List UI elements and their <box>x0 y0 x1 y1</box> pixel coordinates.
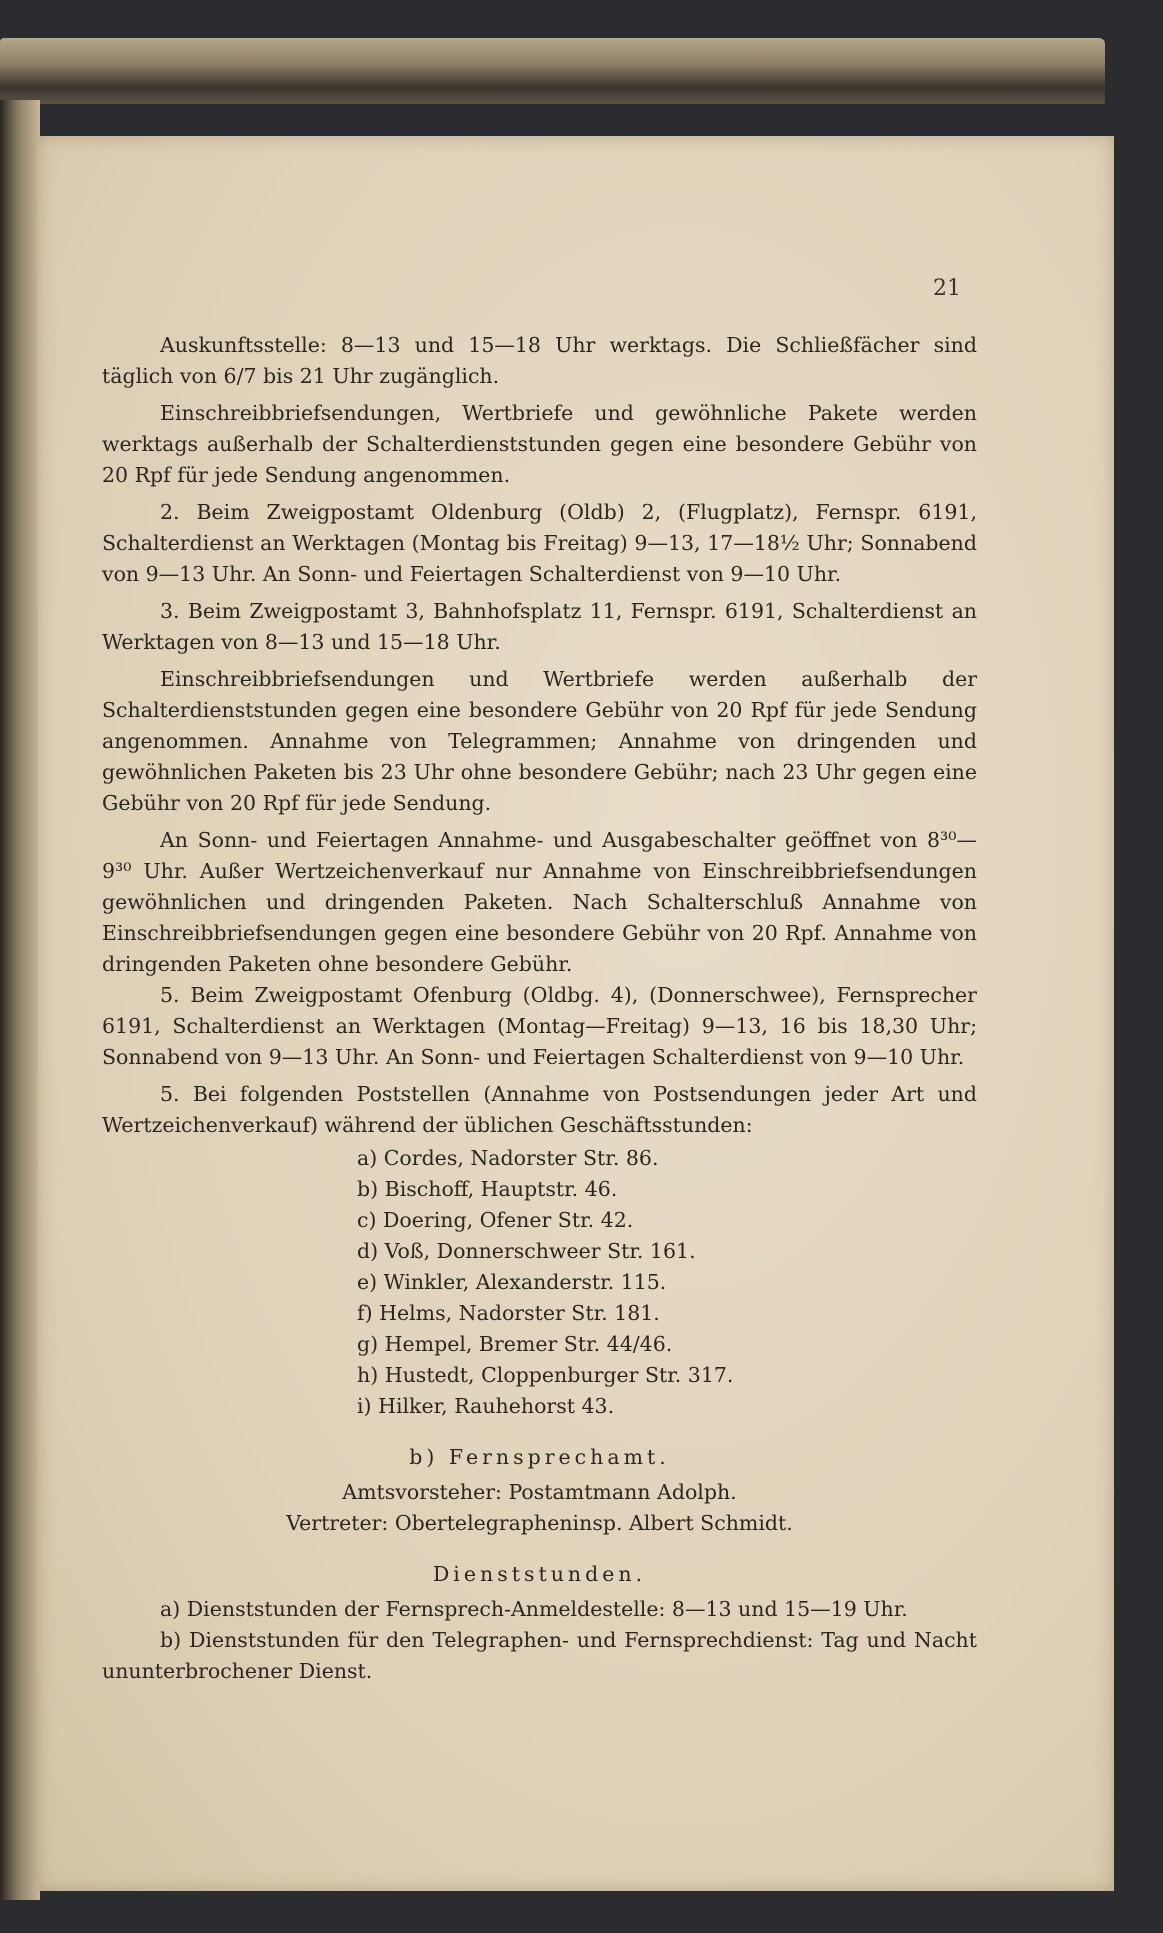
list-item: d) Voß, Donnerschweer Str. 161. <box>357 1239 696 1263</box>
paragraph-zweigpostamt-2: 2. Beim Zweigpostamt Oldenburg (Oldb) 2, (Flugplatz), Fernspr. 6191, Schalterdienst an Werktagen (Montag bis Freitag) 9—13, 17—18½ Uhr; Sonnabend von 9—13 Uhr. An Sonn- und Feiertagen Schalterdienst von 9—10 Uhr. <box>102 500 977 586</box>
book-page <box>38 136 1114 1891</box>
paragraph-einschreib-1: Einschreibbriefsendungen, Wertbriefe und gewöhnliche Pakete werden werktags außerhalb der Schalterdienststunden gegen eine besondere Gebühr von 20 Rpf für jede Sendung angenommen. <box>102 401 977 487</box>
poststellen-list <box>102 1143 977 1422</box>
amtsvorsteher-line: Amtsvorsteher: Postamtmann Adolph. <box>342 1480 737 1504</box>
list-item: e) Winkler, Alexanderstr. 115. <box>357 1270 667 1294</box>
section-heading-dienststunden: Dienststunden. <box>432 1562 647 1586</box>
list-item: c) Doering, Ofener Str. 42. <box>357 1208 634 1232</box>
paragraph-auskunftsstelle: Auskunftsstelle: 8—13 und 15—18 Uhr werktags. Die Schließfächer sind täglich von 6/7 bis 21 Uhr zugänglich. <box>102 333 977 388</box>
section-heading-fernsprechamt: b) Fernsprechamt. <box>409 1445 670 1469</box>
paragraph-zweigpostamt-3: 3. Beim Zweigpostamt 3, Bahnhofsplatz 11, Fernspr. 6191, Schalterdienst an Werktagen von 8—13 und 15—18 Uhr. <box>102 599 977 654</box>
list-item: h) Hustedt, Cloppenburger Str. 317. <box>357 1363 734 1387</box>
book-binding-top <box>0 38 1105 104</box>
paragraph-poststellen: 5. Bei folgenden Poststellen (Annahme von Postsendungen jeder Art und Wertzeichenverkauf) während der üblichen Geschäftsstunden: <box>102 1082 977 1137</box>
vertreter-line: Vertreter: Obertelegrapheninsp. Albert Schmidt. <box>286 1511 793 1535</box>
paragraph-sonn-feiertage: An Sonn- und Feiertagen Annahme- und Ausgabeschalter geöffnet von 8³⁰—9³⁰ Uhr. Außer Wertzeichenverkauf nur Annahme von Einschreibbriefsendungen gewöhnlichen und dringenden Paketen. Nach Schalterschluß Annahme von Einschreibbriefsendungen gegen eine besondere Gebühr von 20 Rpf. Annahme von dringenden Paketen ohne besondere Gebühr. <box>102 828 977 976</box>
dienststunden-b: b) Dienststunden für den Telegraphen- und Fernsprechdienst: Tag und Nacht ununterbrochener Dienst. <box>102 1628 977 1683</box>
dienststunden-a: a) Dienststunden der Fernsprech-Anmeldestelle: 8—13 und 15—19 Uhr. <box>160 1597 908 1621</box>
book-binding-left <box>0 100 40 1900</box>
list-item: i) Hilker, Rauhehorst 43. <box>357 1394 615 1418</box>
paragraph-zweigpostamt-5: 5. Beim Zweigpostamt Ofenburg (Oldbg. 4), (Donnerschwee), Fernsprecher 6191, Schalterdienst an Werktagen (Montag—Freitag) 9—13, 16 bis 18,30 Uhr; Sonnabend von 9—13 Uhr. An Sonn- und Feiertagen Schalterdienst von 9—10 Uhr. <box>102 983 977 1069</box>
list-item: g) Hempel, Bremer Str. 44/46. <box>357 1332 673 1356</box>
list-item: f) Helms, Nadorster Str. 181. <box>357 1301 660 1325</box>
list-item: b) Bischoff, Hauptstr. 46. <box>357 1177 618 1201</box>
page-number: 21 <box>933 276 961 301</box>
paragraph-einschreib-2: Einschreibbriefsendungen und Wertbriefe werden außerhalb der Schalterdienststunden gegen eine besondere Gebühr von 20 Rpf für jede Sendung angenommen. Annahme von Telegrammen; Annahme von dringenden und gewöhnlichen Paketen bis 23 Uhr ohne besondere Gebühr; nach 23 Uhr gegen eine Gebühr von 20 Rpf für jede Sendung. <box>102 667 977 815</box>
list-item: a) Cordes, Nadorster Str. 86. <box>357 1146 659 1170</box>
page-text <box>102 330 977 1687</box>
